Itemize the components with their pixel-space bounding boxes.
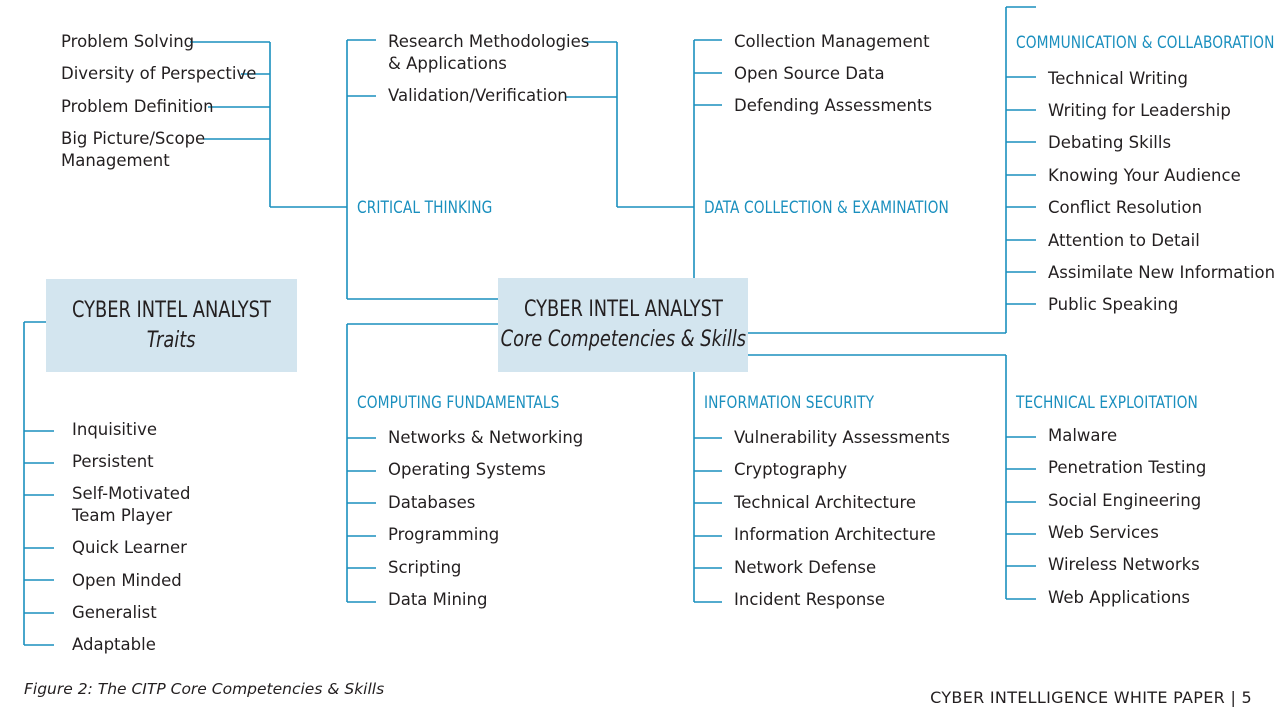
list-item: Network Defense [734, 558, 877, 577]
list-item: Networks & Networking [388, 428, 584, 447]
traits-box [46, 279, 297, 372]
list-item: Data Mining [388, 590, 488, 609]
trait-item: Inquisitive [72, 420, 157, 439]
list-item: Scripting [388, 558, 462, 577]
core-box-subtitle: Core Competencies & Skills [500, 327, 746, 352]
list-item: Debating Skills [1048, 133, 1172, 152]
list-item: Technical Writing [1048, 69, 1188, 88]
list-item: Incident Response [734, 590, 886, 609]
traits-box-title: CYBER INTEL ANALYST [72, 297, 271, 323]
list-item: Web Services [1048, 523, 1159, 542]
category-communication: COMMUNICATION & COLLABORATION [1016, 33, 1275, 53]
list-item: Research Methodologies & Applications [388, 32, 590, 73]
list-item: Technical Architecture [734, 493, 917, 512]
figure-caption: Figure 2: The CITP Core Competencies & Skills [24, 680, 385, 698]
list-item: Knowing Your Audience [1048, 166, 1241, 185]
trait-item: Open Minded [72, 571, 182, 590]
trait-item: Self-Motivated Team Player [72, 484, 191, 525]
list-item: Problem Solving [61, 32, 195, 51]
list-item: Diversity of Perspective [61, 64, 257, 83]
list-item: Information Architecture [734, 525, 936, 544]
list-item: Cryptography [734, 460, 848, 479]
list-item: Defending Assessments [734, 96, 933, 115]
traits-box-subtitle: Traits [147, 327, 196, 353]
trait-item: Persistent [72, 452, 154, 471]
list-item: Big Picture/Scope Management [61, 129, 206, 170]
list-item: Conflict Resolution [1048, 198, 1203, 217]
list-item: Web Applications [1048, 588, 1191, 607]
list-item: Public Speaking [1048, 295, 1179, 314]
category-information-security: INFORMATION SECURITY [704, 393, 875, 413]
category-technical-exploitation: TECHNICAL EXPLOITATION [1016, 393, 1198, 413]
list-item: Programming [388, 525, 500, 544]
list-item: Collection Management [734, 32, 930, 51]
core-box-title: CYBER INTEL ANALYST [523, 297, 723, 322]
trait-item: Generalist [72, 603, 157, 622]
list-item: Problem Definition [61, 97, 214, 116]
list-item: Operating Systems [388, 460, 546, 479]
core-competencies-box [498, 278, 748, 372]
list-item: Assimilate New Information [1048, 263, 1276, 282]
list-item: Malware [1048, 426, 1118, 445]
list-item: Penetration Testing [1048, 458, 1207, 477]
list-item: Vulnerability Assessments [734, 428, 950, 447]
list-item: Wireless Networks [1048, 555, 1200, 574]
trait-item: Adaptable [72, 635, 156, 654]
list-item: Social Engineering [1048, 491, 1202, 510]
list-item: Databases [388, 493, 476, 512]
category-critical-thinking: CRITICAL THINKING [357, 198, 493, 218]
list-item: Writing for Leadership [1048, 101, 1231, 120]
category-computing-fundamentals: COMPUTING FUNDAMENTALS [357, 393, 560, 413]
list-item: Attention to Detail [1048, 231, 1200, 250]
list-item: Validation/Verification [388, 86, 568, 105]
page-footer: CYBER INTELLIGENCE WHITE PAPER | 5 [930, 688, 1252, 707]
category-data-collection: DATA COLLECTION & EXAMINATION [704, 198, 949, 218]
list-item: Open Source Data [734, 64, 885, 83]
trait-item: Quick Learner [72, 538, 187, 557]
